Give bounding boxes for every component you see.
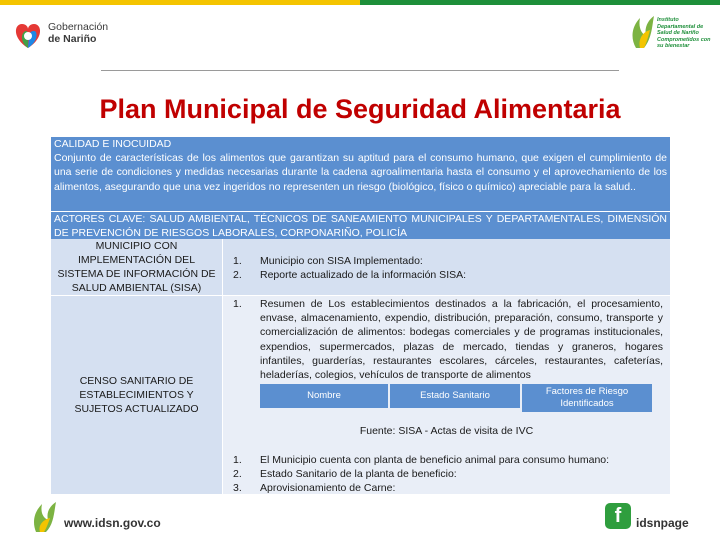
row1-item1-num: 1.	[233, 255, 242, 267]
row1-item2-num: 2.	[233, 269, 242, 281]
row2-label-cell	[51, 296, 222, 494]
page-title: Plan Municipal de Seguridad Alimentaria	[99, 94, 621, 124]
row2-item2-1-num: 1.	[233, 454, 242, 466]
row2-label: CENSO SANITARIO DE ESTABLECIMIENTOS Y SUJETOS ACTUALIZADO	[74, 374, 199, 416]
row2-item2-2-text: Estado Sanitario de la planta de beneficio:	[260, 468, 457, 480]
facebook-handle[interactable]: idsnpage	[636, 516, 689, 530]
facebook-icon[interactable]: f	[605, 503, 631, 529]
row2-item2-1-text: El Municipio cuenta con planta de beneficio animal para consumo humano:	[260, 454, 610, 466]
gob-line1: Gobernación	[48, 21, 109, 33]
row1-label: MUNICIPIO CON IMPLEMENTACIÓN DEL SISTEMA DE INFORMACIÓN DE SALUD AMBIENTAL (SISA)	[57, 239, 216, 295]
top-yellow-bar	[0, 0, 360, 5]
actores-band	[51, 211, 670, 239]
row1-item1-text: Municipio con SISA Implementado:	[260, 255, 423, 267]
row2-item-text: Resumen de Los establecimientos destinados a la fabricación, el procesamiento, envase, almacenamiento, expendio, distribución, preparación, consumo, transporte y comercialización de alimentos: bodegas comerciales y de programas institucionales, expendios, supermercados, plazas de mercado, tiendas y graneros, hogares infantiles, guarderías, restaurantes escolares, cárceles, restaurantes, cafeterías, heladerías, colegios, vehículos de transporte de alimentos	[260, 298, 663, 382]
gobernacion-name	[48, 21, 108, 45]
idsn-text: Instituto Departamental de Salud de Nariño Comprometidos con su bienestar	[657, 17, 711, 49]
row2-item2-2-num: 2.	[233, 468, 242, 480]
gob-line2: de Nariño	[48, 33, 97, 45]
table-source: Fuente: SISA - Actas de visita de IVC	[359, 425, 534, 437]
row1-content-cell	[223, 239, 670, 295]
row1-item2-text: Reporte actualizado de la información SISA:	[260, 269, 467, 281]
row2-content-cell	[223, 296, 670, 494]
separator-line	[101, 70, 619, 71]
footer-website-link[interactable]: www.idsn.gov.co	[64, 516, 161, 530]
calidad-inocuidad-band	[51, 137, 670, 211]
table-header-estado: Estado Sanitario	[390, 384, 520, 408]
table-header-factores: Factores de Riesgo Identificados	[522, 384, 652, 412]
calidad-body: Conjunto de características de los alimentos que garantizan su aptitud para el consumo humano, que exigen el cumplimiento de una serie de condiciones y medidas necesarias durante la cadena agroalimentaria hasta el consumo y el aprovechamiento de los alimentos, asegurando que una vez ingeridos no representen un riesgo (biológico, físico o químico) apreciable para la salud..	[54, 152, 667, 193]
row2-item2-3-num: 3.	[233, 482, 242, 494]
row1-label-cell	[51, 239, 222, 295]
top-green-bar	[360, 0, 720, 5]
actores-text: ACTORES CLAVE: SALUD AMBIENTAL, TÉCNICOS DE SANEAMIENTO MUNICIPALES Y DEPARTAMENTALES, DIMENSIÓN DE PREVENCIÓN DE RIESGOS LABORALES, CORPONARIÑO, POLICÍA	[54, 213, 667, 240]
row2-item-num: 1.	[233, 298, 242, 310]
calidad-heading: CALIDAD E INOCUIDAD	[54, 138, 172, 150]
row2-item2-3-text: Aprovisionamiento de Carne:	[260, 482, 396, 494]
footer-idsn-leaf-icon	[30, 500, 60, 534]
table-header-nombre: Nombre	[260, 384, 388, 408]
